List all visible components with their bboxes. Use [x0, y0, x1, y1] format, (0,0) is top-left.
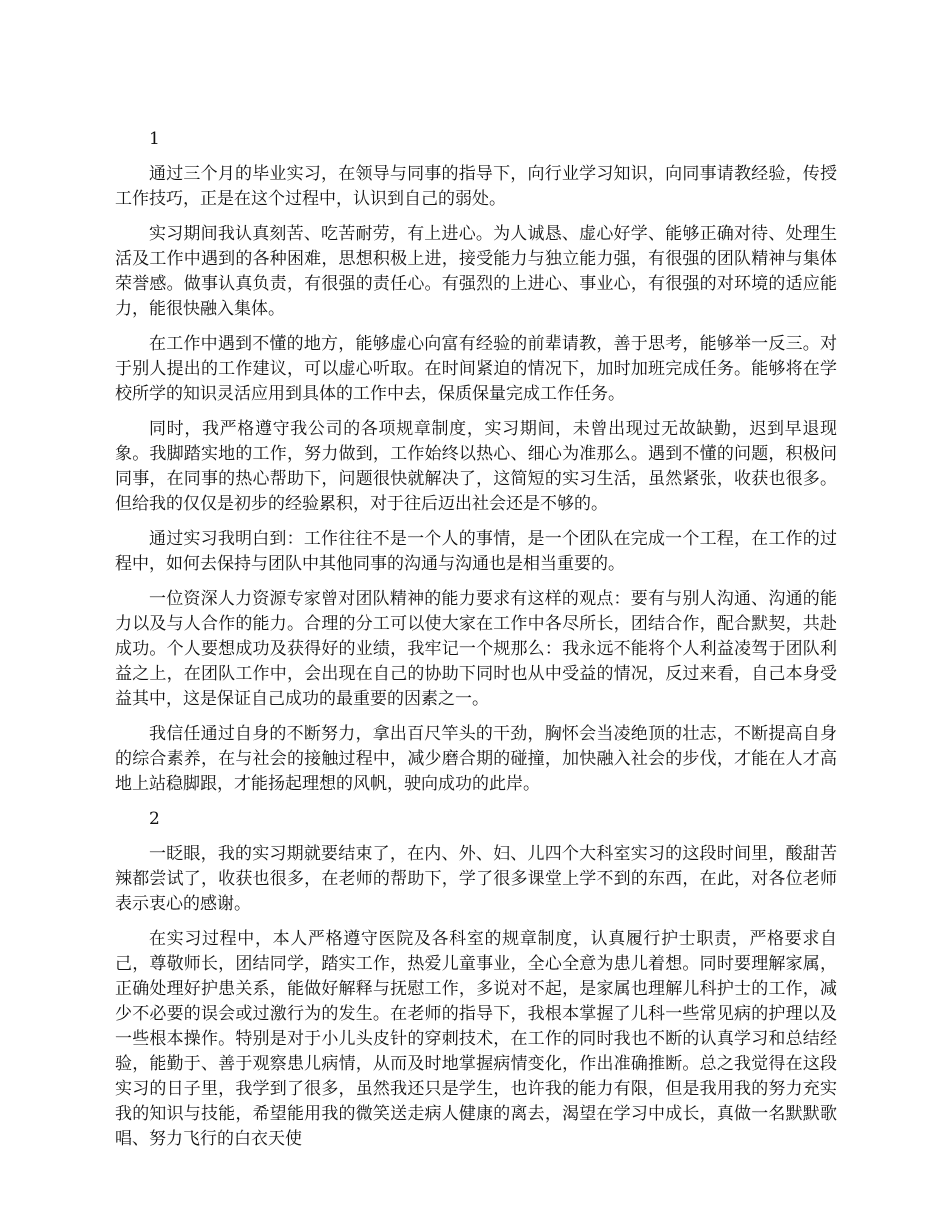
paragraph: 通过三个月的毕业实习，在领导与同事的指导下，向行业学习知识，向同事请教经验，传授工作技巧，正是在这个过程中，认识到自己的弱处。: [115, 164, 837, 209]
paragraph: 实习期间我认真刻苦、吃苦耐劳，有上进心。为人诚恳、虚心好学、能够正确对待、处理生活及工作中遇到的各种困难，思想积极上进，接受能力与独立能力强，有很强的团队精神与集体荣誉感。做事认真负责，有很强的责任心。有强烈的上进心、事业心，有很强的对环境的适应能力，能很快融入集体。: [115, 224, 837, 319]
paragraph: 一眨眼，我的实习期就要结束了，在内、外、妇、儿四个大科室实习的这段时间里，酸甜苦辣都尝试了，收获也很多，在老师的帮助下，学了很多课堂上学不到的东西，在此，对各位老师表示衷心的感谢。: [115, 844, 837, 914]
section-number: 1: [149, 129, 160, 149]
section-number: 2: [149, 809, 160, 829]
paragraph: 我信任通过自身的不断努力，拿出百尺竿头的干劲，胸怀会当凌绝顶的壮志，不断提高自身的综合素养，在与社会的接触过程中，减少磨合期的碰撞，加快融入社会的步伐，才能在人才高地上站稳脚跟，才能扬起理想的风帆，驶向成功的此岸。: [115, 724, 837, 794]
paragraph: 一位资深人力资源专家曾对团队精神的能力要求有这样的观点：要有与别人沟通、沟通的能力以及与人合作的能力。合理的分工可以使大家在工作中各尽所长，团结合作，配合默契，共赴成功。个人要想成功及获得好的业绩，我牢记一个规那么：我永远不能将个人利益凌驾于团队利益之上，在团队工作中，会出现在自己的协助下同时也从中受益的情况，反过来看，自己本身受益其中，这是保证自己成功的最重要的因素之一。: [115, 589, 837, 709]
paragraph: 在实习过程中，本人严格遵守医院及各科室的规章制度，认真履行护士职责，严格要求自己，尊敬师长，团结同学，踏实工作，热爱儿童事业，全心全意为患儿着想。同时要理解家属，正确处理好护患关系，能做好解释与抚慰工作，多说对不起，是家属也理解儿科护士的工作，减少不必要的误会或过激行为的发生。在老师的指导下，我根本掌握了儿科一些常见病的护理以及一些根本操作。特别是对于小儿头皮针的穿刺技术，在工作的同时我也不断的认真学习和总结经验，能勤于、善于观察患儿病情，从而及时地掌握病情变化，作出准确推断。总之我觉得在这段实习的日子里，我学到了很多，虽然我还只是学生，也许我的能力有限，但是我用我的努力充实我的知识与技能，希望能用我的微笑送走病人健康的离去，渴望在学习中成长，真做一名默默歌唱、努力飞行的白衣天使: [115, 929, 837, 1149]
paragraph: 同时，我严格遵守我公司的各项规章制度，实习期间，未曾出现过无故缺勤，迟到早退现象。我脚踏实地的工作，努力做到，工作始终以热心、细心为准那么。遇到不懂的问题，积极问同事，在同事的热心帮助下，问题很快就解决了，这简短的实习生活，虽然紧张，收获也很多。但给我的仅仅是初步的经验累积，对于往后迈出社会还是不够的。: [115, 419, 837, 514]
paragraph: 通过实习我明白到：工作往往不是一个人的事情，是一个团队在完成一个工程，在工作的过程中，如何去保持与团队中其他同事的沟通与沟通也是相当重要的。: [115, 529, 837, 574]
document-body: [115, 127, 837, 1162]
paragraph: 在工作中遇到不懂的地方，能够虚心向富有经验的前辈请教，善于思考，能够举一反三。对于别人提出的工作建议，可以虚心听取。在时间紧迫的情况下，加时加班完成任务。能够将在学校所学的知识灵活应用到具体的工作中去，保质保量完成工作任务。: [115, 334, 837, 404]
